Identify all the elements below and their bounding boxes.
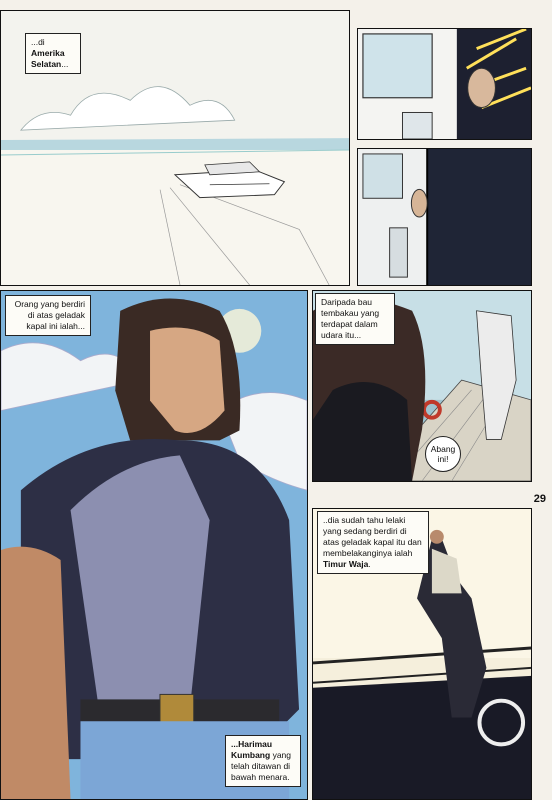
door-art: [358, 149, 531, 285]
panel-timur-waja: [312, 508, 532, 800]
caption-tobacco-smell: Daripada bau tembakau yang terdapat dalam udara itu...: [315, 293, 395, 345]
panel-door-closing: [357, 148, 532, 286]
panel-boat-at-sea: [0, 10, 350, 286]
caption-harimau-kumbang: ...Harimau Kumbang yang telah ditawan di bawah menara.: [225, 735, 301, 787]
caption-man-on-deck: Orang yang berdiri di atas geladak kapal ini ialah...: [5, 295, 91, 336]
hand-door-art: [358, 29, 531, 139]
caption-timur-waja: ..dia sudah tahu lelaki yang sedang berdiri di atas geladak kapal itu dan membelakanginya ialah Timur Waja.: [317, 511, 429, 574]
caption-south-america: ...di Amerika Selatan...: [25, 33, 81, 74]
man-portrait-art: [1, 291, 307, 799]
page-number: 29: [533, 493, 546, 505]
panel-deck-view: [312, 290, 532, 482]
panel-man-portrait: [0, 290, 308, 800]
speech-bubble-abang: Abang ini!: [425, 436, 461, 472]
panel-hand-door: [357, 28, 532, 140]
